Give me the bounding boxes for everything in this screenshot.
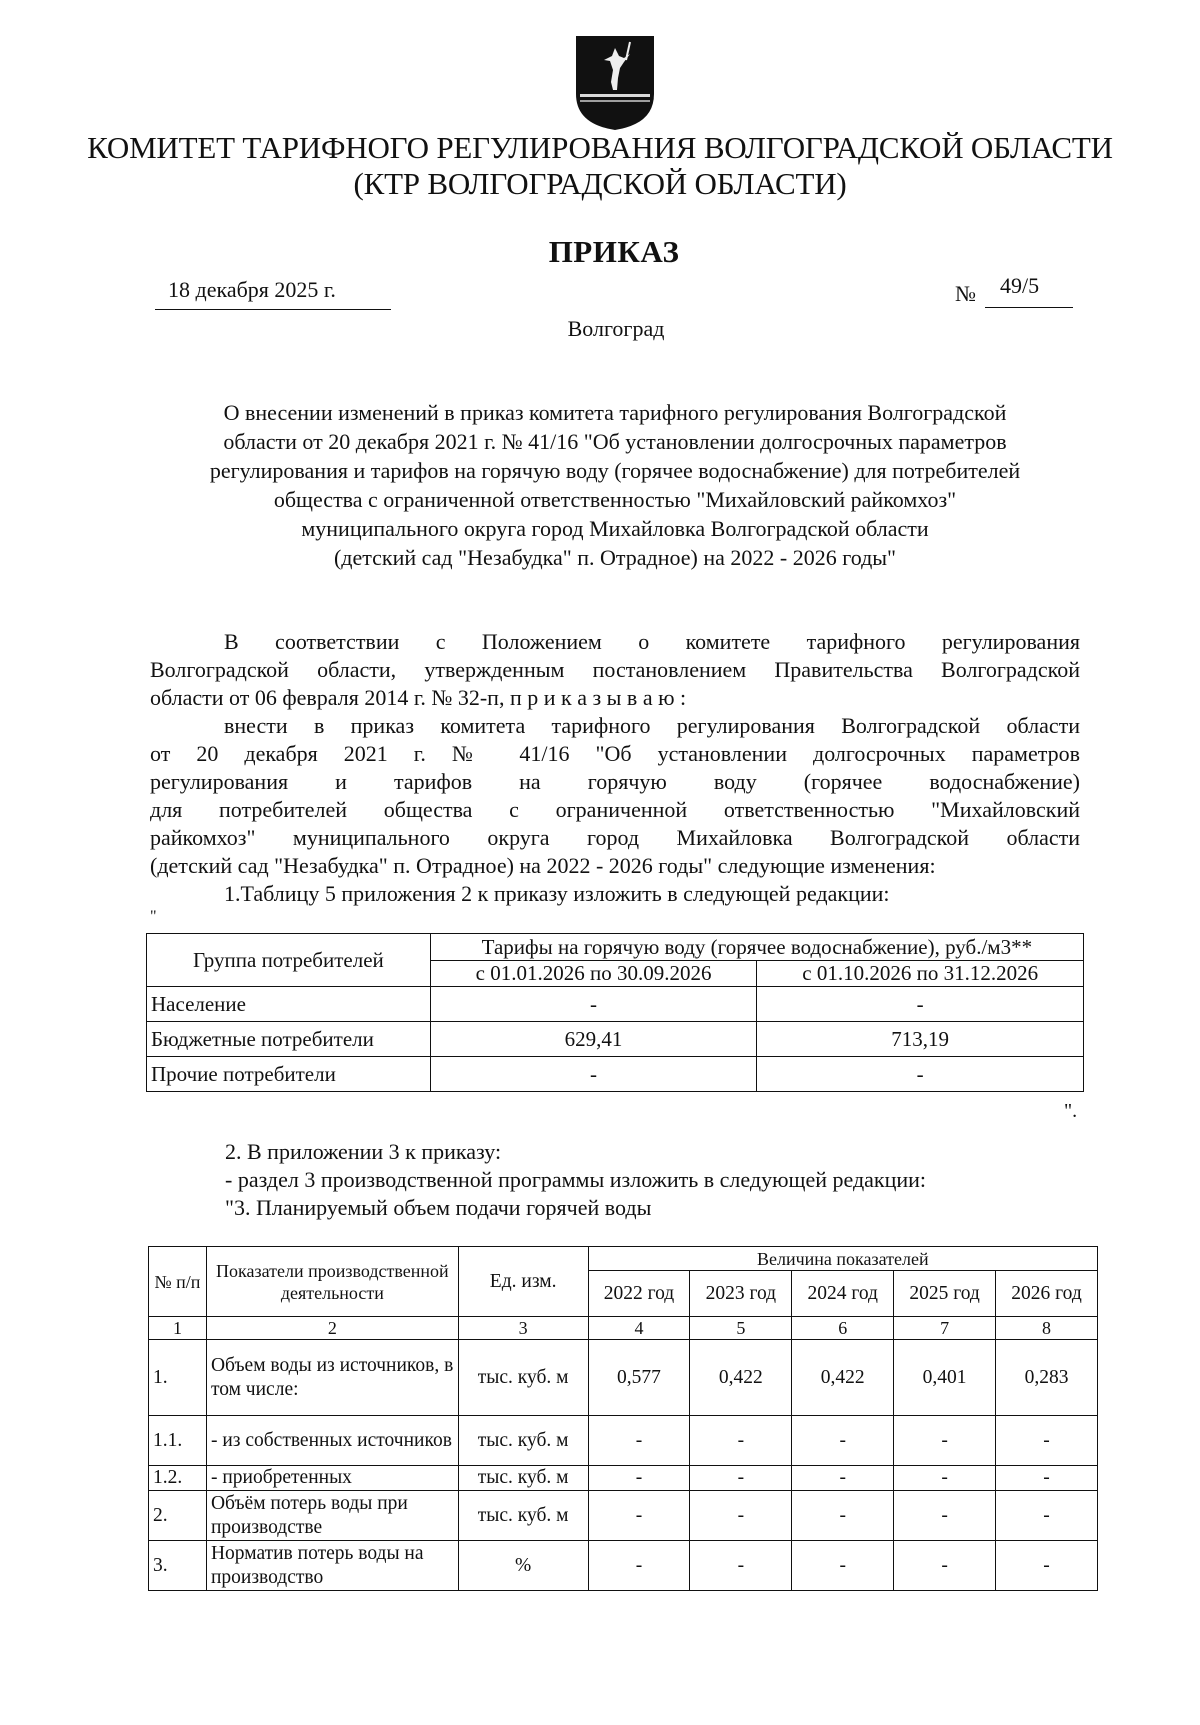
unit: тыс. куб. м	[458, 1416, 588, 1466]
value-cell: 0,422	[792, 1340, 894, 1416]
year-header: 2025 год	[894, 1271, 996, 1317]
tariff-value: -	[757, 987, 1084, 1022]
order-paragraph	[150, 712, 1080, 908]
date-underline	[155, 309, 391, 310]
value-cell: -	[792, 1491, 894, 1541]
city: Волгоград	[567, 316, 665, 341]
value-cell: -	[996, 1416, 1098, 1466]
tariff-header: Тарифы на горячую воду (горячее водоснабжение), руб./м3**	[430, 934, 1083, 961]
value-cell: -	[588, 1491, 690, 1541]
value-cell: -	[894, 1466, 996, 1491]
group-header: Группа потребителей	[147, 934, 431, 987]
col-number: 4	[588, 1317, 690, 1340]
year-header: 2023 год	[690, 1271, 792, 1317]
col-header-unit: Ед. изм.	[458, 1247, 588, 1317]
tariff-value: 713,19	[757, 1022, 1084, 1057]
order-number-label: №	[955, 281, 976, 306]
document-title: ПРИКАЗ	[548, 234, 680, 269]
value-cell: -	[894, 1491, 996, 1541]
organization-abbreviation: (КТР ВОЛГОГРАДСКОЙ ОБЛАСТИ)	[353, 166, 847, 201]
organization-name: КОМИТЕТ ТАРИФНОГО РЕГУЛИРОВАНИЯ ВОЛГОГРАДСКОЙ ОБЛАСТИ	[87, 130, 1113, 165]
value-cell: -	[588, 1541, 690, 1591]
paragraph-line: В соответствии с Положением о комитете тарифного регулирования	[224, 629, 1080, 654]
table-row	[149, 1541, 1098, 1591]
paragraph-line: для потребителей общества с ограниченной ответственностью "Михайловский	[150, 797, 1080, 822]
indicator-name: - приобретенных	[206, 1466, 458, 1491]
table-row	[147, 1057, 1084, 1092]
value-cell: -	[996, 1491, 1098, 1541]
value-cell: -	[690, 1541, 792, 1591]
unit: тыс. куб. м	[458, 1466, 588, 1491]
col-number: 2	[206, 1317, 458, 1340]
volgograd-coat-of-arms-icon	[574, 34, 656, 132]
opening-quote: "	[150, 908, 157, 925]
table-row	[149, 1416, 1098, 1466]
value-cell: -	[792, 1466, 894, 1491]
table-row	[147, 1022, 1084, 1057]
value-cell: 0,577	[588, 1340, 690, 1416]
order-date: 18 декабря 2025 г.	[168, 277, 336, 302]
period-header: с 01.01.2026 по 30.09.2026	[430, 961, 757, 987]
order-subject	[150, 398, 1080, 572]
paragraph-line: 1.Таблицу 5 приложения 2 к приказу изложить в следующей редакции:	[224, 881, 890, 906]
col-number: 3	[458, 1317, 588, 1340]
unit: тыс. куб. м	[458, 1340, 588, 1416]
paragraph-line: от 20 декабря 2021 г. № 41/16 "Об установлении долгосрочных параметров	[150, 741, 1080, 766]
year-header: 2026 год	[996, 1271, 1098, 1317]
value-cell: -	[588, 1416, 690, 1466]
table-row	[147, 987, 1084, 1022]
order-number: 49/5	[1000, 273, 1040, 298]
value-cell: -	[690, 1416, 792, 1466]
row-number: 1.2.	[149, 1466, 207, 1491]
table-row	[149, 1466, 1098, 1491]
subject-line: регулирования и тарифов на горячую воду (горячее водоснабжение) для потребителей	[209, 458, 1021, 483]
period-header: с 01.10.2026 по 31.12.2026	[757, 961, 1084, 987]
paragraph-line: райкомхоз" муниципального округа город Михайловка Волгоградской области	[150, 825, 1080, 850]
col-number: 8	[996, 1317, 1098, 1340]
value-cell: -	[690, 1491, 792, 1541]
paragraph-line: внести в приказ комитета тарифного регулирования Волгоградской области	[224, 713, 1080, 738]
table-row	[149, 1340, 1098, 1416]
col-header-values: Величина показателей	[588, 1247, 1097, 1271]
value-cell: 0,283	[996, 1340, 1098, 1416]
indicator-name: Норматив потерь воды на производство	[206, 1541, 458, 1591]
col-number: 5	[690, 1317, 792, 1340]
table-row	[149, 1491, 1098, 1541]
section-3-title: "3. Планируемый объем подачи горячей воды	[225, 1195, 652, 1220]
tariff-value: -	[430, 987, 757, 1022]
consumer-group: Бюджетные потребители	[147, 1022, 431, 1057]
preamble-paragraph	[150, 628, 1080, 712]
row-number: 3.	[149, 1541, 207, 1591]
paragraph-line: регулирования и тарифов на горячую воду (горячее водоснабжение)	[150, 769, 1080, 794]
indicator-name: Объём потерь воды при производстве	[206, 1491, 458, 1541]
value-cell: -	[588, 1466, 690, 1491]
consumer-group: Прочие потребители	[147, 1057, 431, 1092]
row-number: 2.	[149, 1491, 207, 1541]
row-number: 1.	[149, 1340, 207, 1416]
unit: %	[458, 1541, 588, 1591]
indicator-name: - из собственных источников	[206, 1416, 458, 1466]
section-2-instruction: - раздел 3 производственной программы изложить в следующей редакции:	[225, 1167, 927, 1192]
paragraph-line: (детский сад "Незабудка" п. Отрадное) на 2022 - 2026 годы" следующие изменения:	[150, 853, 936, 878]
value-cell: -	[894, 1416, 996, 1466]
tariff-value: 629,41	[430, 1022, 757, 1057]
paragraph-line: области от 06 февраля 2014 г. № 32-п, п р и к а з ы в а ю :	[150, 685, 687, 710]
value-cell: -	[894, 1541, 996, 1591]
tariff-table	[146, 933, 1084, 1092]
tariff-value: -	[757, 1057, 1084, 1092]
value-cell: -	[792, 1416, 894, 1466]
value-cell: 0,401	[894, 1340, 996, 1416]
subject-line: общества с ограниченной ответственностью "Михайловский райкомхоз"	[273, 487, 957, 512]
value-cell: -	[996, 1541, 1098, 1591]
col-number: 6	[792, 1317, 894, 1340]
subject-line: муниципального округа город Михайловка Волгоградской области	[301, 516, 929, 541]
year-header: 2024 год	[792, 1271, 894, 1317]
subject-line: области от 20 декабря 2021 г. № 41/16 "Об установлении долгосрочных параметров	[223, 429, 1007, 454]
paragraph-line: Волгоградской области, утвержденным постановлением Правительства Волгоградской	[150, 657, 1080, 682]
tariff-value: -	[430, 1057, 757, 1092]
section-2-heading: 2. В приложении 3 к приказу:	[225, 1139, 502, 1164]
col-header-num: № п/п	[149, 1247, 207, 1317]
row-number: 1.1.	[149, 1416, 207, 1466]
value-cell: -	[996, 1466, 1098, 1491]
col-number: 7	[894, 1317, 996, 1340]
value-cell: 0,422	[690, 1340, 792, 1416]
unit: тыс. куб. м	[458, 1491, 588, 1541]
value-cell: -	[792, 1541, 894, 1591]
closing-quote: ".	[1064, 1100, 1078, 1122]
subject-line: (детский сад "Незабудка" п. Отрадное) на 2022 - 2026 годы"	[333, 545, 897, 570]
col-number: 1	[149, 1317, 207, 1340]
year-header: 2022 год	[588, 1271, 690, 1317]
col-header-indicator: Показатели производственной деятельности	[206, 1247, 458, 1317]
indicator-name: Объем воды из источников, в том числе:	[206, 1340, 458, 1416]
water-volume-table	[148, 1246, 1098, 1591]
consumer-group: Население	[147, 987, 431, 1022]
subject-line: О внесении изменений в приказ комитета тарифного регулирования Волгоградской	[223, 400, 1007, 425]
number-underline	[985, 307, 1073, 308]
value-cell: -	[690, 1466, 792, 1491]
